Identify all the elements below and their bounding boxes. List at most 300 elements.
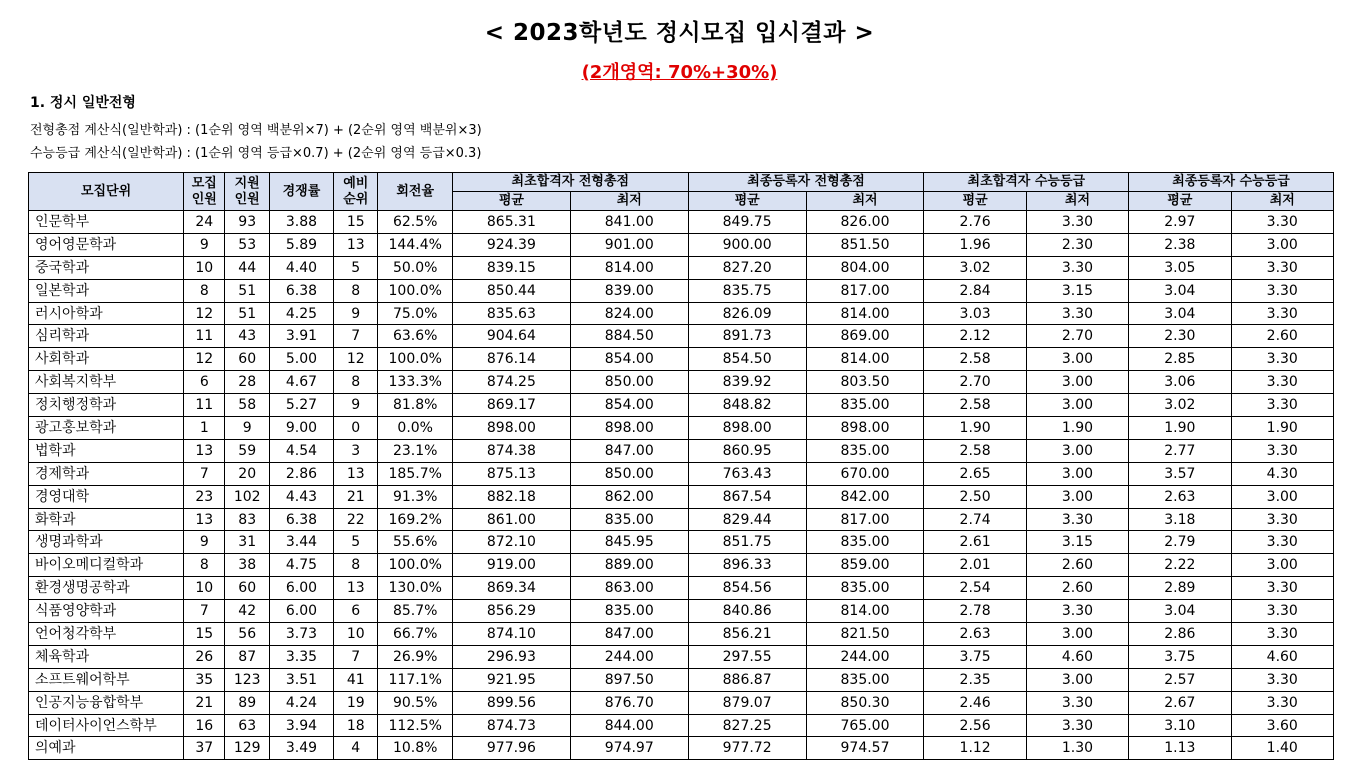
cell-initial-total-avg: 874.73 <box>452 714 570 737</box>
cell-final-total-avg: 977.72 <box>688 737 806 760</box>
cell-final-grade-min: 3.30 <box>1231 623 1333 646</box>
cell-final-grade-avg: 2.63 <box>1129 485 1231 508</box>
cell-turnover: 63.6% <box>378 325 452 348</box>
cell-applicants: 102 <box>225 485 269 508</box>
cell-initial-grade-min: 3.00 <box>1026 371 1128 394</box>
cell-initial-total-avg: 874.25 <box>452 371 570 394</box>
cell-quota: 10 <box>184 256 225 279</box>
cell-final-grade-avg: 3.06 <box>1129 371 1231 394</box>
cell-reserve: 21 <box>334 485 378 508</box>
cell-final-total-avg: 839.92 <box>688 371 806 394</box>
cell-reserve: 18 <box>334 714 378 737</box>
cell-initial-grade-min: 3.00 <box>1026 485 1128 508</box>
cell-unit: 사회복지학부 <box>29 371 184 394</box>
cell-final-total-avg: 867.54 <box>688 485 806 508</box>
header-quota: 모집 인원 <box>184 173 225 211</box>
cell-initial-grade-min: 3.00 <box>1026 462 1128 485</box>
cell-initial-total-min: 850.00 <box>570 371 688 394</box>
cell-ratio: 3.91 <box>269 325 333 348</box>
cell-final-grade-min: 3.30 <box>1231 691 1333 714</box>
cell-ratio: 4.75 <box>269 554 333 577</box>
cell-final-total-avg: 879.07 <box>688 691 806 714</box>
cell-quota: 13 <box>184 439 225 462</box>
cell-turnover: 100.0% <box>378 348 452 371</box>
cell-initial-grade-min: 1.90 <box>1026 417 1128 440</box>
table-row <box>29 691 1334 714</box>
cell-initial-grade-avg: 2.78 <box>924 600 1026 623</box>
cell-final-grade-avg: 3.75 <box>1129 645 1231 668</box>
cell-final-total-avg: 891.73 <box>688 325 806 348</box>
cell-final-total-min: 814.00 <box>806 302 924 325</box>
cell-final-grade-avg: 2.86 <box>1129 623 1231 646</box>
cell-initial-total-min: 862.00 <box>570 485 688 508</box>
cell-initial-grade-min: 2.70 <box>1026 325 1128 348</box>
cell-ratio: 3.94 <box>269 714 333 737</box>
table-row <box>29 233 1334 256</box>
cell-final-total-min: 898.00 <box>806 417 924 440</box>
cell-final-grade-avg: 3.18 <box>1129 508 1231 531</box>
cell-initial-total-min: 854.00 <box>570 348 688 371</box>
cell-reserve: 7 <box>334 645 378 668</box>
cell-quota: 11 <box>184 394 225 417</box>
cell-final-grade-min: 4.60 <box>1231 645 1333 668</box>
table-row <box>29 302 1334 325</box>
cell-reserve: 10 <box>334 623 378 646</box>
cell-final-total-min: 244.00 <box>806 645 924 668</box>
cell-initial-grade-avg: 1.90 <box>924 417 1026 440</box>
cell-initial-total-avg: 898.00 <box>452 417 570 440</box>
cell-applicants: 53 <box>225 233 269 256</box>
cell-quota: 7 <box>184 600 225 623</box>
cell-quota: 8 <box>184 554 225 577</box>
cell-final-grade-avg: 2.89 <box>1129 577 1231 600</box>
cell-reserve: 15 <box>334 211 378 234</box>
cell-unit: 환경생명공학과 <box>29 577 184 600</box>
cell-initial-total-avg: 977.96 <box>452 737 570 760</box>
page-subtitle: (2개영역: 70%+30%) <box>581 62 778 83</box>
cell-reserve: 5 <box>334 531 378 554</box>
cell-quota: 21 <box>184 691 225 714</box>
cell-final-total-min: 804.00 <box>806 256 924 279</box>
cell-initial-total-min: 847.00 <box>570 439 688 462</box>
header-applicants: 지원 인원 <box>225 173 269 211</box>
cell-reserve: 13 <box>334 577 378 600</box>
cell-applicants: 38 <box>225 554 269 577</box>
cell-unit: 영어영문학과 <box>29 233 184 256</box>
cell-initial-grade-min: 3.15 <box>1026 279 1128 302</box>
cell-initial-grade-min: 1.30 <box>1026 737 1128 760</box>
cell-applicants: 83 <box>225 508 269 531</box>
cell-initial-total-avg: 835.63 <box>452 302 570 325</box>
cell-final-grade-avg: 3.04 <box>1129 302 1231 325</box>
cell-unit: 인공지능융합학부 <box>29 691 184 714</box>
cell-initial-grade-min: 3.00 <box>1026 394 1128 417</box>
header-final-total: 최종등록자 전형총점 <box>688 173 924 192</box>
cell-initial-grade-avg: 2.76 <box>924 211 1026 234</box>
cell-unit: 화학과 <box>29 508 184 531</box>
cell-quota: 23 <box>184 485 225 508</box>
cell-initial-total-min: 901.00 <box>570 233 688 256</box>
cell-unit: 데이터사이언스학부 <box>29 714 184 737</box>
cell-applicants: 42 <box>225 600 269 623</box>
cell-unit: 바이오메디컬학과 <box>29 554 184 577</box>
cell-initial-grade-avg: 2.58 <box>924 394 1026 417</box>
table-row <box>29 737 1334 760</box>
cell-ratio: 5.00 <box>269 348 333 371</box>
cell-final-grade-min: 1.90 <box>1231 417 1333 440</box>
cell-quota: 12 <box>184 348 225 371</box>
cell-final-grade-avg: 2.22 <box>1129 554 1231 577</box>
cell-turnover: 91.3% <box>378 485 452 508</box>
table-row <box>29 371 1334 394</box>
cell-reserve: 8 <box>334 554 378 577</box>
cell-applicants: 58 <box>225 394 269 417</box>
cell-final-total-avg: 835.75 <box>688 279 806 302</box>
cell-final-total-avg: 763.43 <box>688 462 806 485</box>
table-row <box>29 554 1334 577</box>
cell-quota: 9 <box>184 233 225 256</box>
cell-unit: 정치행정학과 <box>29 394 184 417</box>
cell-initial-total-min: 876.70 <box>570 691 688 714</box>
formula-grade: 수능등급 계산식(일반학과) : (1순위 영역 등급×0.7) + (2순위 영역 등급×0.3) <box>30 146 482 161</box>
cell-final-total-min: 814.00 <box>806 348 924 371</box>
cell-ratio: 6.00 <box>269 600 333 623</box>
cell-ratio: 2.86 <box>269 462 333 485</box>
header-unit: 모집단위 <box>29 173 184 211</box>
cell-initial-grade-avg: 2.74 <box>924 508 1026 531</box>
table-row <box>29 325 1334 348</box>
page-title: < 2023학년도 정시모집 입시결과 > <box>484 20 875 46</box>
cell-initial-grade-avg: 2.58 <box>924 348 1026 371</box>
cell-final-total-min: 835.00 <box>806 394 924 417</box>
cell-initial-grade-avg: 2.01 <box>924 554 1026 577</box>
cell-final-grade-avg: 1.90 <box>1129 417 1231 440</box>
cell-applicants: 63 <box>225 714 269 737</box>
table-row <box>29 531 1334 554</box>
cell-initial-total-avg: 876.14 <box>452 348 570 371</box>
cell-initial-total-min: 898.00 <box>570 417 688 440</box>
cell-final-grade-avg: 2.30 <box>1129 325 1231 348</box>
cell-initial-grade-avg: 2.61 <box>924 531 1026 554</box>
cell-final-grade-min: 3.30 <box>1231 348 1333 371</box>
cell-turnover: 112.5% <box>378 714 452 737</box>
cell-initial-grade-min: 3.00 <box>1026 439 1128 462</box>
cell-final-grade-avg: 3.10 <box>1129 714 1231 737</box>
cell-unit: 일본학과 <box>29 279 184 302</box>
cell-reserve: 7 <box>334 325 378 348</box>
cell-initial-grade-min: 3.30 <box>1026 714 1128 737</box>
cell-final-grade-avg: 3.05 <box>1129 256 1231 279</box>
cell-final-grade-min: 3.30 <box>1231 600 1333 623</box>
cell-unit: 법학과 <box>29 439 184 462</box>
cell-ratio: 9.00 <box>269 417 333 440</box>
cell-unit: 광고홍보학과 <box>29 417 184 440</box>
table-row <box>29 256 1334 279</box>
table-row <box>29 439 1334 462</box>
cell-initial-total-avg: 869.34 <box>452 577 570 600</box>
cell-unit: 경제학과 <box>29 462 184 485</box>
cell-final-total-min: 859.00 <box>806 554 924 577</box>
cell-applicants: 28 <box>225 371 269 394</box>
cell-applicants: 60 <box>225 577 269 600</box>
cell-initial-total-min: 244.00 <box>570 645 688 668</box>
cell-final-grade-min: 3.60 <box>1231 714 1333 737</box>
cell-final-total-min: 835.00 <box>806 531 924 554</box>
cell-initial-total-min: 850.00 <box>570 462 688 485</box>
cell-turnover: 144.4% <box>378 233 452 256</box>
cell-quota: 15 <box>184 623 225 646</box>
cell-final-total-min: 670.00 <box>806 462 924 485</box>
cell-ratio: 3.88 <box>269 211 333 234</box>
cell-applicants: 93 <box>225 211 269 234</box>
cell-final-total-avg: 900.00 <box>688 233 806 256</box>
cell-initial-total-avg: 872.10 <box>452 531 570 554</box>
cell-final-total-avg: 827.25 <box>688 714 806 737</box>
cell-final-total-avg: 826.09 <box>688 302 806 325</box>
cell-final-total-min: 850.30 <box>806 691 924 714</box>
cell-unit: 인문학부 <box>29 211 184 234</box>
cell-initial-grade-min: 3.30 <box>1026 302 1128 325</box>
cell-final-grade-avg: 2.77 <box>1129 439 1231 462</box>
table-row <box>29 211 1334 234</box>
cell-ratio: 4.67 <box>269 371 333 394</box>
cell-quota: 35 <box>184 668 225 691</box>
cell-quota: 7 <box>184 462 225 485</box>
cell-initial-grade-min: 2.60 <box>1026 577 1128 600</box>
cell-unit: 경영대학 <box>29 485 184 508</box>
cell-turnover: 130.0% <box>378 577 452 600</box>
cell-unit: 식품영양학과 <box>29 600 184 623</box>
cell-final-grade-avg: 2.79 <box>1129 531 1231 554</box>
cell-applicants: 87 <box>225 645 269 668</box>
cell-applicants: 56 <box>225 623 269 646</box>
cell-reserve: 13 <box>334 462 378 485</box>
cell-initial-grade-avg: 2.12 <box>924 325 1026 348</box>
cell-unit: 생명과학과 <box>29 531 184 554</box>
cell-applicants: 60 <box>225 348 269 371</box>
table-row <box>29 623 1334 646</box>
cell-quota: 1 <box>184 417 225 440</box>
cell-initial-grade-avg: 2.56 <box>924 714 1026 737</box>
cell-initial-total-min: 897.50 <box>570 668 688 691</box>
cell-quota: 13 <box>184 508 225 531</box>
cell-turnover: 169.2% <box>378 508 452 531</box>
cell-final-total-avg: 829.44 <box>688 508 806 531</box>
header-ratio: 경쟁률 <box>269 173 333 211</box>
cell-applicants: 31 <box>225 531 269 554</box>
table-body <box>29 211 1334 760</box>
cell-turnover: 50.0% <box>378 256 452 279</box>
cell-ratio: 6.00 <box>269 577 333 600</box>
table-row <box>29 577 1334 600</box>
header-final-grade: 최종등록자 수능등급 <box>1129 173 1334 192</box>
cell-initial-total-avg: 882.18 <box>452 485 570 508</box>
cell-initial-grade-min: 3.30 <box>1026 600 1128 623</box>
cell-initial-total-min: 847.00 <box>570 623 688 646</box>
cell-final-grade-avg: 3.57 <box>1129 462 1231 485</box>
section-title: 1. 정시 일반전형 <box>30 95 136 111</box>
cell-final-grade-min: 3.30 <box>1231 302 1333 325</box>
cell-final-grade-min: 1.40 <box>1231 737 1333 760</box>
cell-final-total-min: 842.00 <box>806 485 924 508</box>
cell-final-total-avg: 297.55 <box>688 645 806 668</box>
cell-final-grade-min: 3.00 <box>1231 233 1333 256</box>
cell-reserve: 41 <box>334 668 378 691</box>
cell-final-total-min: 803.50 <box>806 371 924 394</box>
cell-turnover: 62.5% <box>378 211 452 234</box>
cell-reserve: 5 <box>334 256 378 279</box>
cell-turnover: 55.6% <box>378 531 452 554</box>
cell-ratio: 3.73 <box>269 623 333 646</box>
cell-reserve: 19 <box>334 691 378 714</box>
cell-final-total-min: 817.00 <box>806 279 924 302</box>
cell-turnover: 85.7% <box>378 600 452 623</box>
cell-final-grade-avg: 2.38 <box>1129 233 1231 256</box>
cell-reserve: 22 <box>334 508 378 531</box>
cell-reserve: 12 <box>334 348 378 371</box>
cell-final-grade-avg: 3.02 <box>1129 394 1231 417</box>
cell-initial-total-avg: 899.56 <box>452 691 570 714</box>
cell-quota: 24 <box>184 211 225 234</box>
cell-final-total-min: 817.00 <box>806 508 924 531</box>
cell-initial-total-min: 854.00 <box>570 394 688 417</box>
header-min: 최저 <box>1026 192 1128 211</box>
cell-unit: 사회학과 <box>29 348 184 371</box>
cell-reserve: 6 <box>334 600 378 623</box>
cell-initial-grade-min: 3.15 <box>1026 531 1128 554</box>
cell-reserve: 9 <box>334 394 378 417</box>
cell-unit: 러시아학과 <box>29 302 184 325</box>
cell-initial-total-avg: 850.44 <box>452 279 570 302</box>
cell-final-grade-avg: 2.67 <box>1129 691 1231 714</box>
cell-initial-total-avg: 296.93 <box>452 645 570 668</box>
cell-final-total-avg: 854.50 <box>688 348 806 371</box>
cell-applicants: 9 <box>225 417 269 440</box>
cell-initial-total-min: 863.00 <box>570 577 688 600</box>
cell-final-grade-avg: 2.57 <box>1129 668 1231 691</box>
cell-initial-grade-avg: 2.70 <box>924 371 1026 394</box>
cell-quota: 26 <box>184 645 225 668</box>
cell-final-total-avg: 896.33 <box>688 554 806 577</box>
header-avg: 평균 <box>688 192 806 211</box>
cell-turnover: 75.0% <box>378 302 452 325</box>
cell-reserve: 9 <box>334 302 378 325</box>
cell-quota: 11 <box>184 325 225 348</box>
cell-initial-total-avg: 924.39 <box>452 233 570 256</box>
cell-turnover: 100.0% <box>378 554 452 577</box>
cell-reserve: 8 <box>334 279 378 302</box>
cell-reserve: 3 <box>334 439 378 462</box>
cell-initial-total-avg: 904.64 <box>452 325 570 348</box>
cell-final-grade-min: 3.30 <box>1231 371 1333 394</box>
cell-ratio: 3.44 <box>269 531 333 554</box>
cell-initial-total-avg: 856.29 <box>452 600 570 623</box>
cell-applicants: 44 <box>225 256 269 279</box>
cell-initial-grade-avg: 1.96 <box>924 233 1026 256</box>
cell-final-total-min: 835.00 <box>806 668 924 691</box>
cell-final-total-avg: 827.20 <box>688 256 806 279</box>
cell-final-grade-avg: 2.97 <box>1129 211 1231 234</box>
cell-final-grade-min: 3.30 <box>1231 577 1333 600</box>
header-min: 최저 <box>570 192 688 211</box>
cell-initial-total-min: 841.00 <box>570 211 688 234</box>
cell-applicants: 89 <box>225 691 269 714</box>
cell-initial-grade-avg: 3.02 <box>924 256 1026 279</box>
table-row <box>29 645 1334 668</box>
cell-initial-grade-min: 3.30 <box>1026 256 1128 279</box>
cell-initial-total-min: 835.00 <box>570 508 688 531</box>
header-initial-total: 최초합격자 전형총점 <box>452 173 688 192</box>
cell-initial-total-avg: 874.38 <box>452 439 570 462</box>
table-row <box>29 394 1334 417</box>
cell-initial-grade-avg: 2.46 <box>924 691 1026 714</box>
cell-final-total-avg: 851.75 <box>688 531 806 554</box>
cell-final-total-min: 835.00 <box>806 439 924 462</box>
table-row <box>29 348 1334 371</box>
header-min: 최저 <box>806 192 924 211</box>
table-row <box>29 417 1334 440</box>
table-row <box>29 508 1334 531</box>
cell-initial-grade-min: 2.60 <box>1026 554 1128 577</box>
cell-unit: 체육학과 <box>29 645 184 668</box>
cell-turnover: 117.1% <box>378 668 452 691</box>
table-row <box>29 462 1334 485</box>
cell-final-grade-min: 3.30 <box>1231 508 1333 531</box>
table-row <box>29 600 1334 623</box>
cell-applicants: 51 <box>225 302 269 325</box>
cell-initial-total-min: 889.00 <box>570 554 688 577</box>
cell-quota: 37 <box>184 737 225 760</box>
cell-quota: 16 <box>184 714 225 737</box>
cell-unit: 언어청각학부 <box>29 623 184 646</box>
cell-applicants: 59 <box>225 439 269 462</box>
cell-ratio: 3.35 <box>269 645 333 668</box>
cell-applicants: 20 <box>225 462 269 485</box>
cell-initial-total-avg: 919.00 <box>452 554 570 577</box>
table-row <box>29 668 1334 691</box>
cell-final-grade-min: 4.30 <box>1231 462 1333 485</box>
cell-final-total-avg: 848.82 <box>688 394 806 417</box>
cell-initial-grade-min: 3.00 <box>1026 348 1128 371</box>
cell-final-grade-avg: 2.85 <box>1129 348 1231 371</box>
cell-initial-total-avg: 861.00 <box>452 508 570 531</box>
cell-final-total-min: 974.57 <box>806 737 924 760</box>
cell-initial-total-min: 824.00 <box>570 302 688 325</box>
cell-initial-total-min: 839.00 <box>570 279 688 302</box>
cell-ratio: 4.43 <box>269 485 333 508</box>
cell-final-grade-min: 3.30 <box>1231 439 1333 462</box>
cell-initial-grade-avg: 2.84 <box>924 279 1026 302</box>
cell-reserve: 13 <box>334 233 378 256</box>
cell-final-total-min: 869.00 <box>806 325 924 348</box>
cell-turnover: 100.0% <box>378 279 452 302</box>
cell-quota: 9 <box>184 531 225 554</box>
cell-final-total-min: 851.50 <box>806 233 924 256</box>
cell-initial-total-avg: 875.13 <box>452 462 570 485</box>
cell-ratio: 6.38 <box>269 279 333 302</box>
cell-initial-total-avg: 839.15 <box>452 256 570 279</box>
cell-initial-total-avg: 921.95 <box>452 668 570 691</box>
cell-ratio: 4.40 <box>269 256 333 279</box>
cell-final-total-avg: 898.00 <box>688 417 806 440</box>
header-min: 최저 <box>1231 192 1333 211</box>
cell-final-total-avg: 840.86 <box>688 600 806 623</box>
cell-initial-total-min: 814.00 <box>570 256 688 279</box>
cell-ratio: 6.38 <box>269 508 333 531</box>
cell-final-total-avg: 856.21 <box>688 623 806 646</box>
header-avg: 평균 <box>1129 192 1231 211</box>
table-row <box>29 279 1334 302</box>
